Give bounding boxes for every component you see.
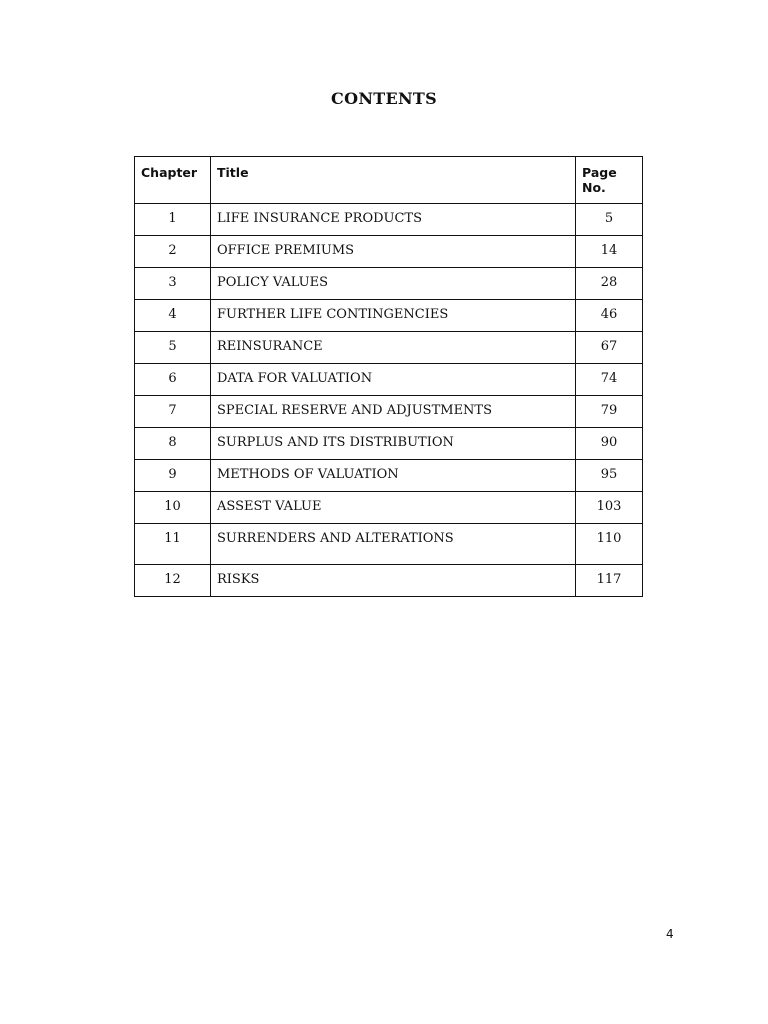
- table-row: [135, 396, 643, 428]
- table-row: [135, 492, 643, 524]
- table-row: [135, 524, 643, 565]
- chapter-number: 7: [135, 396, 211, 428]
- page-number-cell: 110: [576, 524, 643, 565]
- chapter-title: FURTHER LIFE CONTINGENCIES: [211, 300, 576, 332]
- table-row: [135, 268, 643, 300]
- table-row: [135, 428, 643, 460]
- chapter-number: 1: [135, 204, 211, 236]
- chapter-number: 10: [135, 492, 211, 524]
- chapter-number: 8: [135, 428, 211, 460]
- page-number-cell: 90: [576, 428, 643, 460]
- page-number-cell: 5: [576, 204, 643, 236]
- chapter-number: 2: [135, 236, 211, 268]
- page-number-cell: 28: [576, 268, 643, 300]
- page-number-cell: 103: [576, 492, 643, 524]
- chapter-title: SURRENDERS AND ALTERATIONS: [211, 524, 576, 565]
- chapter-title: DATA FOR VALUATION: [211, 364, 576, 396]
- chapter-number: 3: [135, 268, 211, 300]
- page-number-cell: 67: [576, 332, 643, 364]
- chapter-number: 12: [135, 565, 211, 597]
- column-header-chapter: Chapter: [135, 157, 211, 204]
- table-row: [135, 236, 643, 268]
- page-number: 4: [666, 927, 674, 941]
- chapter-title: RISKS: [211, 565, 576, 597]
- table-row: [135, 565, 643, 597]
- contents-table: [134, 156, 643, 597]
- chapter-title: OFFICE PREMIUMS: [211, 236, 576, 268]
- chapter-title: ASSEST VALUE: [211, 492, 576, 524]
- page-number-cell: 74: [576, 364, 643, 396]
- chapter-number: 4: [135, 300, 211, 332]
- table-row: [135, 300, 643, 332]
- column-header-page: Page No.: [576, 157, 643, 204]
- chapter-title: LIFE INSURANCE PRODUCTS: [211, 204, 576, 236]
- chapter-title: REINSURANCE: [211, 332, 576, 364]
- chapter-number: 6: [135, 364, 211, 396]
- page-number-cell: 14: [576, 236, 643, 268]
- page-number-cell: 79: [576, 396, 643, 428]
- table-row: [135, 364, 643, 396]
- page-title: CONTENTS: [331, 89, 437, 108]
- chapter-title: SURPLUS AND ITS DISTRIBUTION: [211, 428, 576, 460]
- table-row: [135, 332, 643, 364]
- table-row: [135, 204, 643, 236]
- page-number-cell: 117: [576, 565, 643, 597]
- chapter-title: METHODS OF VALUATION: [211, 460, 576, 492]
- table-row: [135, 460, 643, 492]
- chapter-number: 9: [135, 460, 211, 492]
- table-header-row: [135, 157, 643, 204]
- chapter-title: POLICY VALUES: [211, 268, 576, 300]
- column-header-title: Title: [211, 157, 576, 204]
- page-number-cell: 95: [576, 460, 643, 492]
- chapter-number: 5: [135, 332, 211, 364]
- chapter-title: SPECIAL RESERVE AND ADJUSTMENTS: [211, 396, 576, 428]
- chapter-number: 11: [135, 524, 211, 565]
- page-number-cell: 46: [576, 300, 643, 332]
